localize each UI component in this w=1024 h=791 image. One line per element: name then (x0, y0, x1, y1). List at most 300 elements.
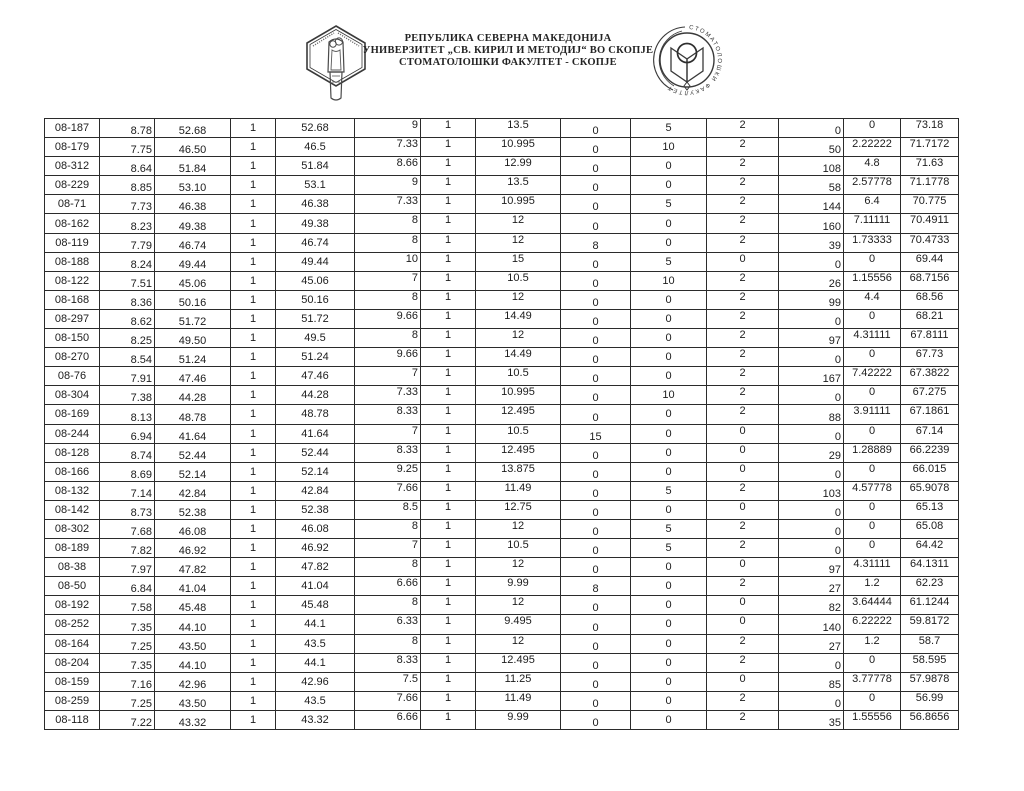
table-row (45, 539, 959, 558)
score-cell: 7.25 (100, 691, 155, 710)
score-cell: 7.25 (100, 634, 155, 653)
score-cell: 8 (355, 519, 421, 538)
score-cell: 103 (779, 481, 844, 500)
score-cell: 9.99 (476, 577, 561, 596)
table-row (45, 691, 959, 710)
score-cell: 8.5 (355, 500, 421, 519)
score-cell: 0 (631, 443, 707, 462)
score-cell: 0 (707, 424, 779, 443)
score-cell: 12.495 (476, 405, 561, 424)
score-cell: 1 (231, 577, 276, 596)
score-cell: 51.84 (276, 157, 355, 176)
score-cell: 1 (231, 596, 276, 615)
score-cell: 0 (561, 405, 631, 424)
score-cell: 7.68 (100, 519, 155, 538)
score-cell: 47.82 (276, 558, 355, 577)
score-cell: 1 (421, 252, 476, 271)
score-cell: 12.495 (476, 443, 561, 462)
score-cell: 0 (631, 462, 707, 481)
score-cell: 0 (844, 424, 901, 443)
score-cell: 1 (421, 634, 476, 653)
score-cell: 50.16 (155, 290, 231, 309)
candidate-id-cell: 08-229 (45, 176, 100, 195)
candidate-id-cell: 08-187 (45, 119, 100, 138)
score-cell: 97 (779, 329, 844, 348)
score-cell: 7.33 (355, 138, 421, 157)
score-cell: 1 (421, 443, 476, 462)
score-cell: 1 (231, 519, 276, 538)
score-cell: 44.10 (155, 615, 231, 634)
candidate-id-cell: 08-142 (45, 500, 100, 519)
score-cell: 7.33 (355, 386, 421, 405)
score-cell: 0 (844, 519, 901, 538)
score-cell: 8.25 (100, 329, 155, 348)
score-cell: 14.49 (476, 348, 561, 367)
score-cell: 0 (631, 653, 707, 672)
score-cell: 1 (231, 252, 276, 271)
score-cell: 10.995 (476, 386, 561, 405)
score-cell: 46.38 (276, 195, 355, 214)
candidate-id-cell: 08-297 (45, 309, 100, 328)
score-cell: 2.57778 (844, 176, 901, 195)
score-cell: 2 (707, 653, 779, 672)
score-cell: 2 (707, 176, 779, 195)
score-cell: 0 (561, 214, 631, 233)
score-cell: 8.62 (100, 309, 155, 328)
table-row (45, 443, 959, 462)
score-cell: 52.14 (276, 462, 355, 481)
candidate-id-cell: 08-168 (45, 290, 100, 309)
score-cell: 8 (561, 233, 631, 252)
score-cell: 1 (231, 443, 276, 462)
score-cell: 7.91 (100, 367, 155, 386)
score-cell: 1 (231, 233, 276, 252)
score-cell: 58.7 (901, 634, 959, 653)
score-cell: 57.9878 (901, 672, 959, 691)
score-cell: 8.13 (100, 405, 155, 424)
header-line-university: УНИВЕРЗИТЕТ „СВ. КИРИЛ И МЕТОДИЈ“ ВО СКОПЈЕ (362, 45, 654, 56)
score-cell: 2 (707, 309, 779, 328)
score-cell: 2 (707, 710, 779, 729)
score-cell: 3.64444 (844, 596, 901, 615)
score-cell: 9.66 (355, 348, 421, 367)
candidate-id-cell: 08-128 (45, 443, 100, 462)
score-cell: 48.78 (155, 405, 231, 424)
score-cell: 4.4 (844, 290, 901, 309)
score-cell: 6.84 (100, 577, 155, 596)
score-cell: 5 (631, 252, 707, 271)
score-cell: 1 (421, 577, 476, 596)
score-cell: 2 (707, 348, 779, 367)
score-cell: 1 (421, 615, 476, 634)
score-cell: 10 (631, 138, 707, 157)
score-cell: 0 (779, 309, 844, 328)
score-cell: 1 (231, 157, 276, 176)
score-cell: 46.08 (276, 519, 355, 538)
score-cell: 7.79 (100, 233, 155, 252)
score-cell: 45.48 (276, 596, 355, 615)
score-cell: 7.51 (100, 271, 155, 290)
score-cell: 8.85 (100, 176, 155, 195)
score-cell: 10.5 (476, 271, 561, 290)
score-cell: 1 (231, 119, 276, 138)
score-cell: 47.46 (276, 367, 355, 386)
score-cell: 47.46 (155, 367, 231, 386)
score-cell: 8.24 (100, 252, 155, 271)
candidate-id-cell: 08-192 (45, 596, 100, 615)
score-cell: 0 (631, 348, 707, 367)
score-cell: 0 (631, 634, 707, 653)
score-cell: 46.92 (276, 539, 355, 558)
score-cell: 1 (421, 195, 476, 214)
table-row (45, 615, 959, 634)
score-cell: 1.15556 (844, 271, 901, 290)
score-cell: 0 (561, 138, 631, 157)
score-cell: 0 (707, 558, 779, 577)
score-cell: 12 (476, 290, 561, 309)
score-cell: 0 (561, 195, 631, 214)
table-row (45, 119, 959, 138)
table-row (45, 214, 959, 233)
score-cell: 1 (421, 462, 476, 481)
score-cell: 42.84 (155, 481, 231, 500)
score-cell: 68.21 (901, 309, 959, 328)
score-cell: 1 (421, 405, 476, 424)
score-cell: 49.44 (276, 252, 355, 271)
score-cell: 1 (231, 271, 276, 290)
score-cell: 97 (779, 558, 844, 577)
score-cell: 1 (421, 329, 476, 348)
score-cell: 43.32 (276, 710, 355, 729)
score-cell: 6.22222 (844, 615, 901, 634)
score-cell: 0 (707, 252, 779, 271)
score-cell: 65.13 (901, 500, 959, 519)
header-line-faculty: СТОМАТОЛОШКИ ФАКУЛТЕТ - СКОПЈЕ (399, 57, 617, 68)
score-cell: 46.92 (155, 539, 231, 558)
score-cell: 7 (355, 271, 421, 290)
score-cell: 67.14 (901, 424, 959, 443)
score-cell: 10.995 (476, 195, 561, 214)
score-cell: 56.8656 (901, 710, 959, 729)
score-cell: 46.08 (155, 519, 231, 538)
score-cell: 10.5 (476, 539, 561, 558)
candidate-id-cell: 08-150 (45, 329, 100, 348)
score-cell: 1 (231, 348, 276, 367)
score-cell: 44.28 (276, 386, 355, 405)
score-cell: 2 (707, 271, 779, 290)
score-cell: 0 (631, 233, 707, 252)
score-cell: 44.1 (276, 653, 355, 672)
table-row (45, 672, 959, 691)
score-cell: 0 (631, 615, 707, 634)
table-row (45, 348, 959, 367)
score-cell: 44.28 (155, 386, 231, 405)
score-cell: 0 (561, 271, 631, 290)
score-cell: 6.66 (355, 710, 421, 729)
score-cell: 0 (631, 329, 707, 348)
score-cell: 2 (707, 195, 779, 214)
score-cell: 0 (561, 672, 631, 691)
score-cell: 10.995 (476, 138, 561, 157)
score-cell: 0 (631, 577, 707, 596)
score-cell: 15 (561, 424, 631, 443)
score-cell: 47.82 (155, 558, 231, 577)
score-cell: 13.875 (476, 462, 561, 481)
score-cell: 0 (844, 252, 901, 271)
score-cell: 49.38 (276, 214, 355, 233)
candidate-id-cell: 08-270 (45, 348, 100, 367)
score-cell: 0 (631, 157, 707, 176)
score-cell: 1 (421, 481, 476, 500)
score-cell: 1 (421, 539, 476, 558)
score-cell: 26 (779, 271, 844, 290)
score-cell: 15 (476, 252, 561, 271)
score-cell: 49.38 (155, 214, 231, 233)
score-cell: 0 (844, 119, 901, 138)
score-cell: 0 (631, 367, 707, 386)
score-cell: 0 (561, 252, 631, 271)
score-cell: 9.495 (476, 615, 561, 634)
score-cell: 7.58 (100, 596, 155, 615)
score-cell: 1.28889 (844, 443, 901, 462)
score-cell: 0 (779, 252, 844, 271)
score-cell: 8.54 (100, 348, 155, 367)
score-cell: 46.38 (155, 195, 231, 214)
score-cell: 41.64 (155, 424, 231, 443)
score-cell: 70.775 (901, 195, 959, 214)
table-row (45, 290, 959, 309)
score-cell: 7.35 (100, 653, 155, 672)
score-cell: 0 (631, 424, 707, 443)
score-cell: 1 (421, 157, 476, 176)
candidate-id-cell: 08-159 (45, 672, 100, 691)
score-cell: 1 (231, 500, 276, 519)
score-cell: 0 (561, 653, 631, 672)
results-table (44, 118, 959, 730)
score-cell: 65.9078 (901, 481, 959, 500)
score-cell: 7.73 (100, 195, 155, 214)
score-cell: 11.49 (476, 691, 561, 710)
score-cell: 8.64 (100, 157, 155, 176)
candidate-id-cell: 08-118 (45, 710, 100, 729)
score-cell: 0 (561, 615, 631, 634)
score-cell: 53.10 (155, 176, 231, 195)
score-cell: 8 (355, 558, 421, 577)
table-row (45, 596, 959, 615)
table-row (45, 386, 959, 405)
score-cell: 52.44 (155, 443, 231, 462)
score-cell: 0 (561, 443, 631, 462)
score-cell: 0 (561, 558, 631, 577)
score-cell: 7.11111 (844, 214, 901, 233)
score-cell: 51.72 (155, 309, 231, 328)
score-cell: 0 (561, 329, 631, 348)
score-cell: 1 (421, 710, 476, 729)
score-cell: 0 (631, 500, 707, 519)
candidate-id-cell: 08-71 (45, 195, 100, 214)
score-cell: 7.75 (100, 138, 155, 157)
score-cell: 67.73 (901, 348, 959, 367)
score-cell: 0 (844, 462, 901, 481)
score-cell: 6.66 (355, 577, 421, 596)
candidate-id-cell: 08-119 (45, 233, 100, 252)
score-cell: 5 (631, 195, 707, 214)
table-row (45, 519, 959, 538)
score-cell: 85 (779, 672, 844, 691)
score-cell: 8.33 (355, 443, 421, 462)
score-cell: 11.49 (476, 481, 561, 500)
score-cell: 0 (779, 424, 844, 443)
score-cell: 6.94 (100, 424, 155, 443)
score-cell: 2 (707, 290, 779, 309)
score-cell: 108 (779, 157, 844, 176)
score-cell: 52.44 (276, 443, 355, 462)
score-cell: 8.66 (355, 157, 421, 176)
score-cell: 2 (707, 367, 779, 386)
score-cell: 53.1 (276, 176, 355, 195)
score-cell: 0 (561, 519, 631, 538)
score-cell: 1 (421, 691, 476, 710)
score-cell: 3.77778 (844, 672, 901, 691)
score-cell: 1 (231, 405, 276, 424)
table-row (45, 252, 959, 271)
score-cell: 1 (231, 214, 276, 233)
candidate-id-cell: 08-50 (45, 577, 100, 596)
header-line-country: РЕПУБЛИКА СЕВЕРНА МАКЕДОНИЈА (404, 33, 612, 44)
score-cell: 66.2239 (901, 443, 959, 462)
score-cell: 41.64 (276, 424, 355, 443)
score-cell: 41.04 (276, 577, 355, 596)
score-cell: 0 (561, 710, 631, 729)
score-cell: 52.68 (276, 119, 355, 138)
score-cell: 6.33 (355, 615, 421, 634)
score-cell: 49.50 (155, 329, 231, 348)
score-cell: 167 (779, 367, 844, 386)
score-cell: 0 (779, 691, 844, 710)
score-cell: 0 (844, 653, 901, 672)
score-cell: 5 (631, 539, 707, 558)
score-cell: 7.35 (100, 615, 155, 634)
candidate-id-cell: 08-164 (45, 634, 100, 653)
score-cell: 0 (561, 462, 631, 481)
score-cell: 8 (355, 329, 421, 348)
score-cell: 0 (561, 290, 631, 309)
score-cell: 70.4733 (901, 233, 959, 252)
score-cell: 0 (631, 405, 707, 424)
score-cell: 1 (231, 195, 276, 214)
score-cell: 50.16 (276, 290, 355, 309)
score-cell: 1 (231, 558, 276, 577)
score-cell: 1 (421, 271, 476, 290)
candidate-id-cell: 08-166 (45, 462, 100, 481)
score-cell: 5 (631, 119, 707, 138)
score-cell: 1 (421, 386, 476, 405)
score-cell: 8 (355, 596, 421, 615)
score-cell: 14.49 (476, 309, 561, 328)
score-cell: 12.75 (476, 500, 561, 519)
score-cell: 1 (421, 519, 476, 538)
score-cell: 1 (421, 233, 476, 252)
score-cell: 0 (631, 290, 707, 309)
score-cell: 0 (844, 691, 901, 710)
score-cell: 5 (631, 481, 707, 500)
score-cell: 41.04 (155, 577, 231, 596)
score-cell: 68.56 (901, 290, 959, 309)
score-cell: 1 (231, 386, 276, 405)
score-cell: 7.42222 (844, 367, 901, 386)
score-cell: 52.38 (276, 500, 355, 519)
score-cell: 1 (231, 367, 276, 386)
score-cell: 43.5 (276, 691, 355, 710)
score-cell: 0 (561, 386, 631, 405)
candidate-id-cell: 08-244 (45, 424, 100, 443)
score-cell: 7.5 (355, 672, 421, 691)
table-row (45, 405, 959, 424)
score-cell: 1 (231, 615, 276, 634)
score-cell: 2 (707, 329, 779, 348)
score-cell: 12 (476, 558, 561, 577)
score-cell: 2 (707, 214, 779, 233)
score-cell: 1 (421, 119, 476, 138)
score-cell: 160 (779, 214, 844, 233)
score-cell: 45.06 (155, 271, 231, 290)
candidate-id-cell: 08-204 (45, 653, 100, 672)
score-cell: 2 (707, 405, 779, 424)
score-cell: 44.1 (276, 615, 355, 634)
table-row (45, 424, 959, 443)
score-cell: 12 (476, 329, 561, 348)
score-cell: 7.97 (100, 558, 155, 577)
table-row (45, 329, 959, 348)
score-cell: 12 (476, 519, 561, 538)
table-row (45, 710, 959, 729)
score-cell: 0 (844, 500, 901, 519)
score-cell: 8.78 (100, 119, 155, 138)
score-cell: 56.99 (901, 691, 959, 710)
score-cell: 8 (355, 233, 421, 252)
score-cell: 10 (631, 386, 707, 405)
score-cell: 0 (779, 348, 844, 367)
score-cell: 1 (231, 539, 276, 558)
score-cell: 27 (779, 577, 844, 596)
score-cell: 42.96 (276, 672, 355, 691)
score-cell: 1.55556 (844, 710, 901, 729)
score-cell: 7.14 (100, 481, 155, 500)
score-cell: 8 (355, 290, 421, 309)
score-cell: 8.74 (100, 443, 155, 462)
candidate-id-cell: 08-76 (45, 367, 100, 386)
candidate-id-cell: 08-188 (45, 252, 100, 271)
score-cell: 9 (355, 119, 421, 138)
score-cell: 2 (707, 519, 779, 538)
score-cell: 7 (355, 367, 421, 386)
document-header (308, 33, 708, 69)
score-cell: 0 (707, 500, 779, 519)
score-cell: 8.73 (100, 500, 155, 519)
score-cell: 0 (561, 367, 631, 386)
score-cell: 0 (779, 119, 844, 138)
score-cell: 1 (421, 672, 476, 691)
score-cell: 1 (231, 176, 276, 195)
candidate-id-cell: 08-179 (45, 138, 100, 157)
score-cell: 0 (779, 500, 844, 519)
table-row (45, 367, 959, 386)
score-cell: 69.44 (901, 252, 959, 271)
table-row (45, 558, 959, 577)
score-cell: 45.48 (155, 596, 231, 615)
score-cell: 0 (779, 386, 844, 405)
score-cell: 51.72 (276, 309, 355, 328)
